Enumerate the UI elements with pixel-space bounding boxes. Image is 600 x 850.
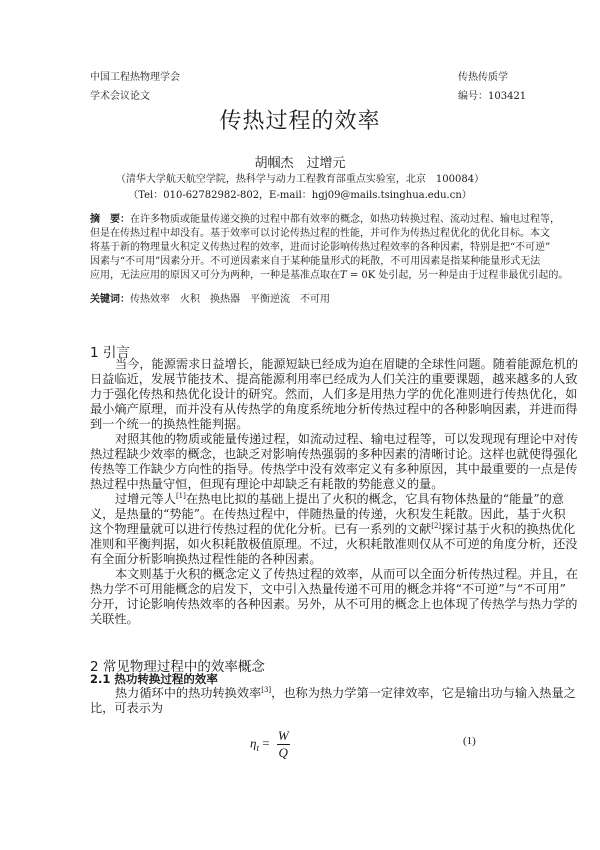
citation-ref[interactable]: [1] xyxy=(175,492,186,500)
equation-number: (1) xyxy=(463,735,476,747)
denominator: Q xyxy=(278,745,288,760)
fraction xyxy=(277,728,290,761)
body-line: 热力学不可用能概念的启发下，文中引入热量传递不可用的概念并将“不可逆”与“不可用” xyxy=(90,582,566,596)
body-line: 力于强化传热和热优化设计的研究。然而，人们多是用热力学的优化准则进行传热优化，如 xyxy=(90,387,578,401)
citation-ref[interactable]: [2] xyxy=(431,522,442,530)
eta-symbol: η xyxy=(250,735,257,751)
eta-subscript: t xyxy=(256,743,259,754)
body-line: 义，是热量的“势能”。在传热过程中，伴随热量的传递，火积发生耗散。因此，基于火积 xyxy=(90,507,566,521)
body-line: 传热等工作缺少方向性的指导。传热学中没有效率定义有多种原因，其中最重要的一点是传 xyxy=(90,462,578,476)
abstract-text: 应用，无法应用的原因又可分为两种，一种是基准点取在 xyxy=(90,270,340,281)
temperature-variable: T xyxy=(340,270,347,281)
header-paper-number: 编号：103421 xyxy=(458,91,527,102)
body-line: 准则和平衡判据，如火积耗散极值原理。不过，火积耗散准则仅从不可逆的角度分析，还没 xyxy=(90,537,578,551)
body-text: 在热电比拟的基础上提出了火积的概念，它具有物体热量的“能量”的意 xyxy=(185,492,564,506)
body-line xyxy=(90,522,576,536)
body-line: 热过程缺少效率的概念，也缺乏对影响传热强弱的多种因素的清晰讨论。这样也就使得强化 xyxy=(90,447,578,461)
contact-info: （Tel：010-62782982-802，E-mail：hgj09@mails.tsinghua.edu.cn） xyxy=(128,190,472,201)
body-line: 本文则基于火积的概念定义了传热过程的效率，从而可以全面分析传热过程。并且，在 xyxy=(115,567,579,581)
body-text: 热力循环中的热功转换效率 xyxy=(115,686,262,700)
body-text: 这个物理量就可以进行传热过程的优化分析。已有一系列的文献 xyxy=(90,522,432,536)
authors: 胡帼杰 过增元 xyxy=(254,156,346,171)
paper-title: 传热过程的效率 xyxy=(219,109,381,134)
abstract-label: 摘 要： xyxy=(90,214,130,225)
section-heading-efficiency-concepts: 2 常见物理过程中的效率概念 xyxy=(90,659,265,675)
abstract-text: 处引起，另一种是由于过程非最优引起的。 xyxy=(375,270,569,281)
body-text: ，也称为热力学第一定律效率，它是输出功与输入热量之 xyxy=(271,686,576,700)
abstract-text: = 0K xyxy=(346,270,376,281)
equation-1 xyxy=(250,728,290,761)
abstract-line: 将基于新的物理量火积定义传热过程的效率，进而讨论影响传热过程效率的各种因素，特别是把“不可逆” xyxy=(90,242,551,253)
abstract-line: 但是在传热过程中却没有。基于效率可以讨论传热过程的性能，并可作为传热过程优化的优化目标。本文 xyxy=(90,228,550,239)
header-category: 传热传质学 xyxy=(458,72,508,83)
body-line: 比，可表示为 xyxy=(90,701,164,715)
body-line: 关联性。 xyxy=(90,612,139,626)
body-text: 过增元等人 xyxy=(115,492,176,506)
header-society: 中国工程热物理学会 xyxy=(90,72,180,83)
abstract-line: 因素与“不可用”因素分开。不可逆因素来自于某种能量形式的耗散，不可用因素是指某种能量形式无法 xyxy=(90,256,541,267)
header-paper-type: 学术会议论文 xyxy=(90,91,150,102)
abstract-line xyxy=(90,270,569,282)
equals-sign: = xyxy=(258,735,273,751)
keywords-value: 传热效率 火积 换热器 平衡逆流 不可用 xyxy=(130,294,330,305)
body-line: 最小熵产原理，而并没有从传热学的角度系统地分析传热过程中的各种影响因素，并进而得 xyxy=(90,402,578,416)
body-line: 到一个统一的换热性能判据。 xyxy=(90,417,249,431)
body-line xyxy=(115,492,564,506)
body-line: 有全面分析影响换热过程性能的各种因素。 xyxy=(90,552,322,566)
body-line: 分开，讨论影响传热效率的各种因素。另外，从不可用的概念上也体现了传热学与热力学的 xyxy=(90,597,578,611)
numerator: W xyxy=(277,728,289,743)
abstract-text: 在许多物质或能量传递交换的过程中都有效率的概念，如热功转换过程、流动过程、输电过程等， xyxy=(130,214,560,225)
keywords-label: 关键词： xyxy=(90,294,130,305)
body-line: 当今，能源需求日益增长，能源短缺已经成为迫在眉睫的全球性问题。随着能源危机的 xyxy=(115,357,579,371)
body-line: 热过程中热量守恒，但现有理论中却缺乏有耗散的势能意义的量。 xyxy=(90,477,444,491)
citation-ref[interactable]: [3] xyxy=(261,686,272,694)
subsection-heading: 2.1 热功转换过程的效率 xyxy=(90,672,218,686)
affiliation: （清华大学航天航空学院，热科学与动力工程教育部重点实验室，北京 100084） xyxy=(115,174,485,185)
body-line xyxy=(115,686,576,700)
abstract-line xyxy=(90,214,560,226)
body-line: 对照其他的物质或能量传递过程，如流动过程、输电过程等，可以发现现有理论中对传 xyxy=(115,432,579,446)
section-heading-introduction: 1 引言 xyxy=(90,345,130,361)
body-line: 日益临近，发展节能技术、提高能源利用率已经成为人们关注的重要课题，越来越多的人致 xyxy=(90,372,578,386)
body-text: 探讨基于火积的换热优化 xyxy=(441,522,576,536)
keywords xyxy=(90,294,510,306)
